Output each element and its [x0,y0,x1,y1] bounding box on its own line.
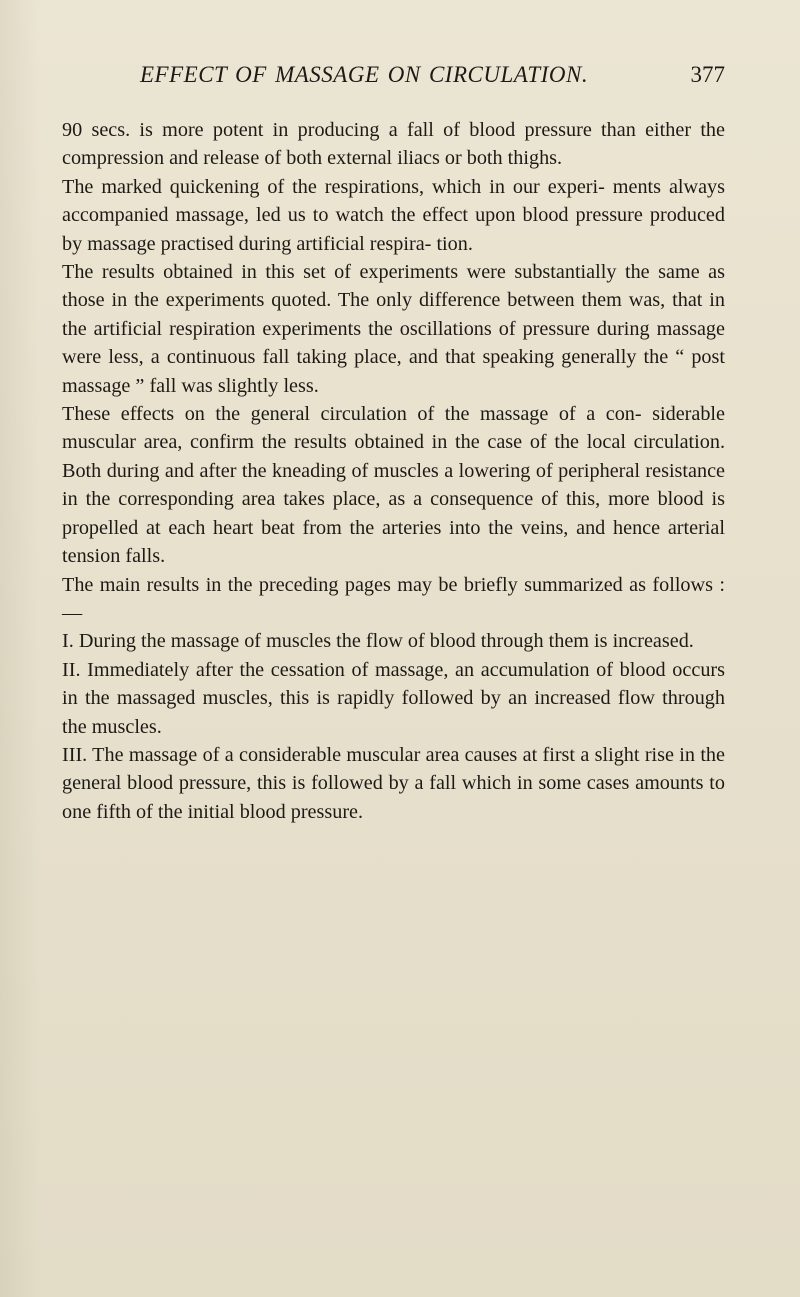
running-title: EFFECT OF MASSAGE ON CIRCULATION. [140,62,589,87]
paragraph-results: The results obtained in this set of experiments were substantially the same as those in the experiments quoted. The only difference between them was, that in the artificial respiration experiments the oscillations of pressure during massage were less, a continuous fall taking place, and that speaking generally the “ post massage ” fall was slightly less. [62,261,725,397]
paragraph-general-circulation: These effects on the general circulation of the massage of a con- siderable muscular area, confirm the results obtained in the case of the local circulation. Both during and after the kneading of muscles a lowering of peripheral resistance in the corresponding area takes place, as a consequence of this, more blood is propelled at each heart beat from the arteries into the veins, and hence arterial tension falls. [62,403,725,568]
summary-item-2: II. Immediately after the cessation of massage, an accumulation of blood occurs in the massaged muscles, this is rapidly followed by an increased flow through the muscles. [62,658,725,738]
body-text [62,116,725,826]
paragraph-continuation: 90 secs. is more potent in producing a fall of blood pressure than either the compression and release of both external iliacs or both thighs. [62,119,725,170]
paragraph-respiration: The marked quickening of the respirations, which in our experi- ments always accompanied massage, led us to watch the effect upon blood pressure produced by massage practised during artificial respira- tion. [62,175,725,255]
page-header [140,62,725,102]
page-number: 377 [690,62,725,87]
summary-item-1: I. During the massage of muscles the flow of blood through them is increased. [62,630,694,653]
paragraph-summary-intro: The main results in the preceding pages may be briefly summarized as follows :— [62,573,725,624]
summary-item-3: III. The massage of a considerable muscular area causes at first a slight rise in the general blood pressure, this is followed by a fall which in some cases amounts to one fifth of the initial blood pressure. [62,743,725,823]
